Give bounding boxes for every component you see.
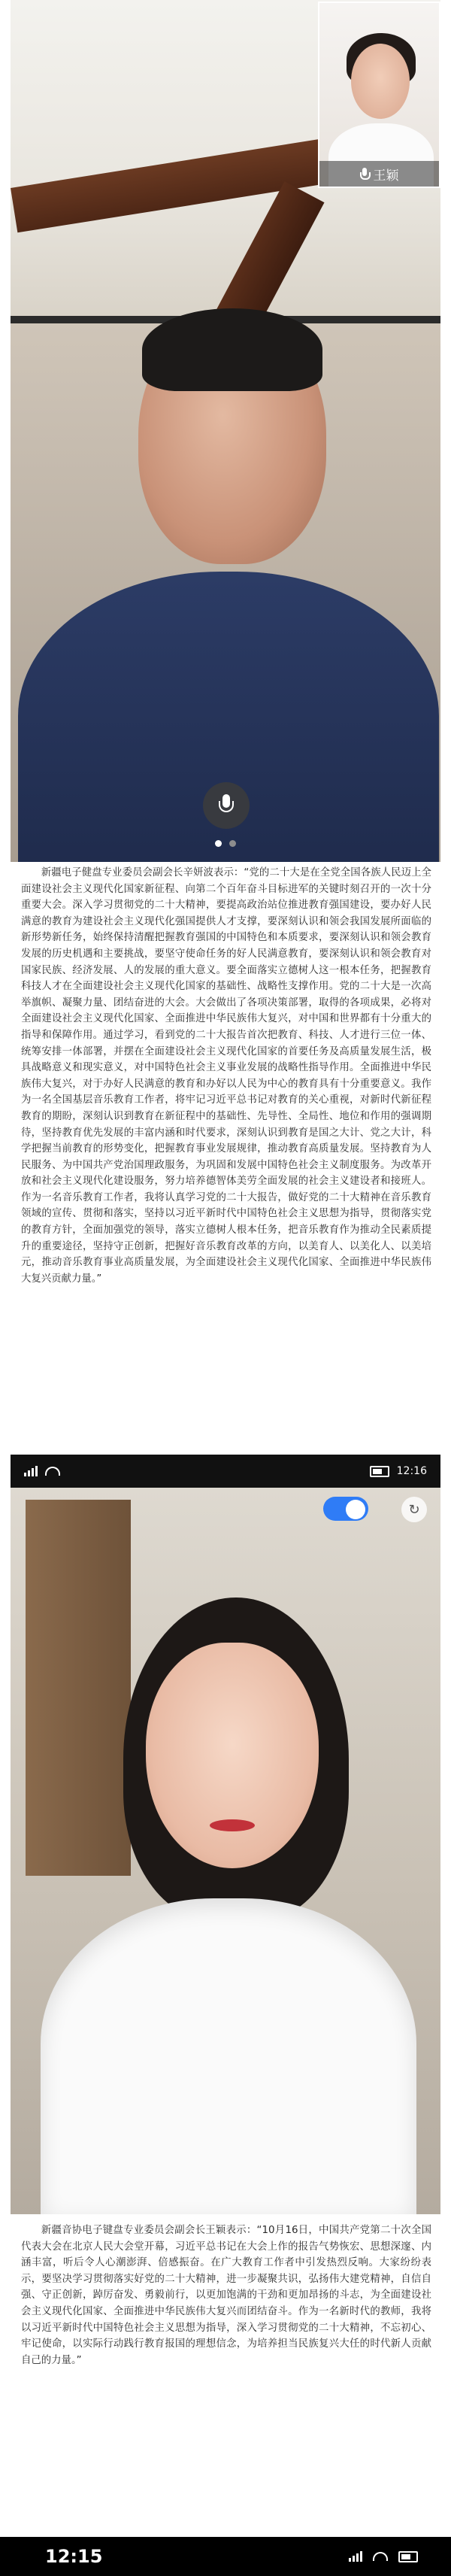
microphone-icon bbox=[219, 794, 234, 817]
bottom-status-bar bbox=[0, 2537, 451, 2576]
phone-status-bar bbox=[11, 1455, 440, 1488]
wifi-icon bbox=[373, 2552, 388, 2561]
statement-paragraph-1: 新疆电子健盘专业委员会副会长辛妍波表示：“党的二十大是在全党全国各族人民迈上全面建设社会主义现代化国家新征程、向第二个百年奋斗目标进军的关键时刻召开的一次十分重要大会。深入学习贯彻党的二十大精神，要提高政治站位推进教育强国建设，要办好人民满意的教育为建设社会主义现代化强国提供人才支撑，要深刻认识和领会我国发展所面临的新形势新任务，始终保持清醒把握教育强国的中国特色和本质要求，要深刻认识和领会教育发展的历史机遇和主要挑战，要坚守使命任务的好人民满意教育，要深刻认识和领会教育对国家民族、经济发展、人的发展的重大意义。要全面落实立德树人这一根本任务，把握教育科技人才在全面建设社会主义现代化国家的基础性、战略性支撑作用。党的二十大是一次高举旗帜、凝聚力量、团结奋进的大会。大会做出了各项决策部署，取得的各项成果，必将对全面建设社会主义现代化国家、全面推进中华民族伟大复兴，对中国和世界都有十分重大的指导和保障作用。通过学习，看到党的二十大报告首次把教育、科技、人才进行三位一体、统筹安排一体部署，并摆在全面建设社会主义现代化国家的首要任务及高质量发展生活，极具战略意义和现实意义，对中国特色社会主义事业发展的战略性指导作用。全面推进中华民族伟大复兴，对于办好人民满意的教育和办好以人民为中心的教育具有十分重要意义。我作为一名全国基层音乐教育工作者，将牢记习近平总书记对教育的关心重视，对新时代新征程教育的期盼，深刻认识到教育在新征程中的基础性、先导性、全局性、地位和作用的强调期待，坚持教育优先发展的丰富内涵和时代要求，深刻认识到教育是国之大计、党之大计，科学把握当前教育的形势变化，把握教育事业发展规律，推动教育高质量发展。坚持教育为人民服务、为中国共产党治国理政服务，为巩固和发展中国特色社会主义制度服务。为改革开放和社会主义现代化建设服务，努力培养德智体美劳全面发展的社会主义建设者和接班人。作为一名音乐教育工作者，我将认真学习党的二十大报告，做好党的二十大精神在音乐教育领域的宣传、贯彻和落实，坚持以习近平新时代中国特色社会主义思想为指导，贯彻落实党的教育方针，全面加强党的领导，落实立德树人根本任务，把音乐教育作为推动全民素质提升的重要途径，坚持守正创新，把握好音乐教育改革的方向，以美育人、以美化人、以美培元，推动音乐教育事业高质量发展，为全面建设社会主义现代化国家、全面推进中华民族伟大复兴贡献力量。” bbox=[21, 867, 431, 1285]
status-left-icons bbox=[24, 1466, 60, 1476]
microphone-icon bbox=[360, 168, 369, 181]
battery-icon bbox=[370, 1466, 389, 1477]
battery-icon bbox=[398, 2551, 418, 2562]
participant-face bbox=[146, 1643, 319, 1868]
signal-icon bbox=[349, 2551, 362, 2562]
wifi-icon bbox=[45, 1467, 60, 1476]
video-call-screen bbox=[11, 0, 440, 862]
participant-lips bbox=[210, 1819, 255, 1831]
statement-paragraph-2: 新疆音协电子键盘专业委员会副会长王颖表示：“10月16日，中国共产党第二十次全国代表大会在北京人民大会堂开幕，习近平总书记在大会上作的报告气势恢宏、思想深邃、内涵丰富，听后令人心潮澎湃、倍感振奋。在广大教育工作者中引发热烈反响。大家纷纷表示，要坚决学习贯彻落实好党的二十大精神，进一步凝聚共识，弘扬伟大建党精神，自信自强、守正创新，踔厉奋发、勇毅前行，以更加饱满的干劲和更加昂扬的斗志，为全面建设社会主义现代化国家、全面推进中华民族伟大复兴而团结奋斗。作为一名新时代的教师，我将以习近平新时代中国特色社会主义思想为指导，深入学习贯彻党的二十大精神，不忘初心、牢记使命，以实际行动践行教育报国的理想信念，为培养担当民族复兴大任的时代新人贡献自己的力量。” bbox=[21, 2225, 431, 2366]
pip-participant-face bbox=[351, 44, 410, 119]
phone-video-screen bbox=[11, 1455, 440, 2214]
switch-camera-button[interactable] bbox=[401, 1497, 427, 1522]
door-background bbox=[26, 1500, 131, 1876]
bottom-status-icons bbox=[349, 2551, 418, 2562]
page-dot-active[interactable] bbox=[215, 840, 222, 847]
status-time: 12:16 bbox=[396, 1465, 427, 1477]
status-right bbox=[370, 1465, 427, 1477]
page-dot[interactable] bbox=[229, 840, 236, 847]
toggle-knob bbox=[346, 1500, 365, 1519]
page-indicator bbox=[215, 840, 236, 847]
pip-name-label bbox=[319, 161, 439, 187]
signal-icon bbox=[24, 1466, 38, 1476]
bottom-status-time: 12:15 bbox=[45, 2546, 103, 2567]
pip-participant-name: 王颖 bbox=[373, 168, 399, 184]
participant-hair bbox=[142, 308, 322, 391]
microphone-button[interactable] bbox=[203, 782, 250, 829]
picture-in-picture-window[interactable] bbox=[318, 2, 440, 188]
participant-body bbox=[41, 1898, 416, 2214]
switch-camera-icon: ↻ bbox=[408, 1501, 420, 1518]
